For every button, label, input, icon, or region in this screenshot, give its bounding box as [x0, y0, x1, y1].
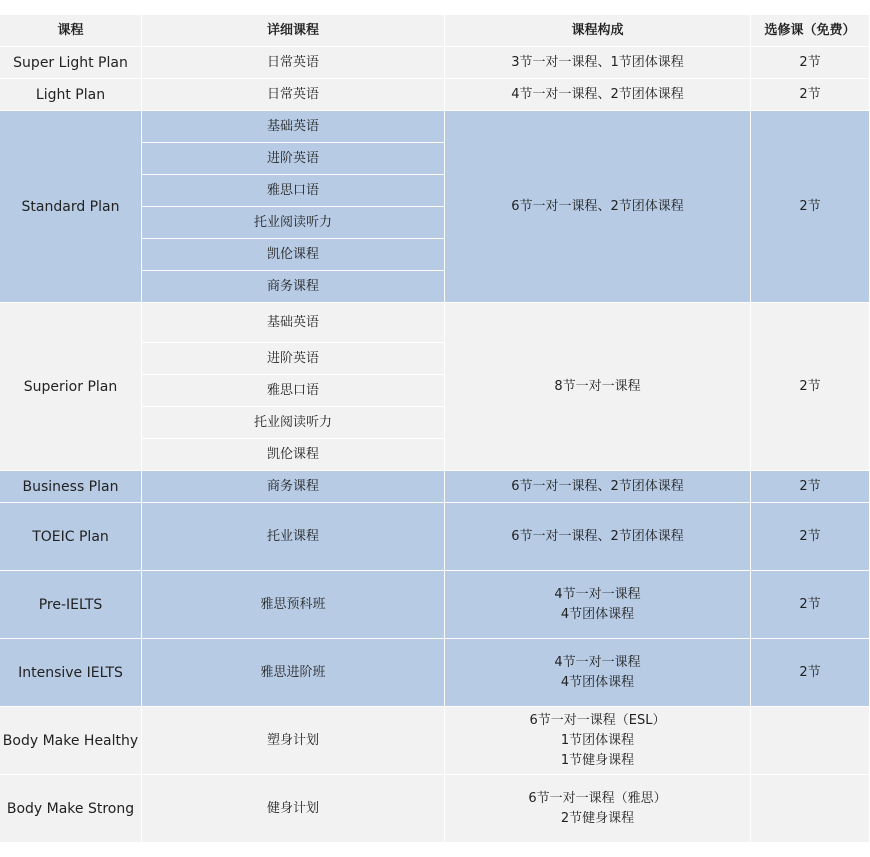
- plan-name-cell: Business Plan: [0, 471, 142, 503]
- elective-cell: 2节: [751, 471, 870, 503]
- detail-course-cell: 基础英语: [142, 111, 445, 143]
- composition-cell: 8节一对一课程: [445, 303, 751, 471]
- elective-cell: 2节: [751, 503, 870, 571]
- plan-name-cell: Standard Plan: [0, 111, 142, 303]
- composition-cell: 3节一对一课程、1节团体课程: [445, 47, 751, 79]
- plan-name-cell: Body Make Healthy: [0, 707, 142, 775]
- composition-cell: 6节一对一课程、2节团体课程: [445, 471, 751, 503]
- detail-course-cell: 基础英语: [142, 303, 445, 343]
- elective-cell: [751, 707, 870, 775]
- elective-cell: 2节: [751, 47, 870, 79]
- elective-cell: [751, 775, 870, 843]
- elective-cell: 2节: [751, 79, 870, 111]
- composition-cell: 4节一对一课程 4节团体课程: [445, 639, 751, 707]
- detail-course-cell: 雅思口语: [142, 375, 445, 407]
- detail-course-cell: 商务课程: [142, 271, 445, 303]
- detail-course-cell: 商务课程: [142, 471, 445, 503]
- composition-cell: 4节一对一课程 4节团体课程: [445, 571, 751, 639]
- header-cell: 课程构成: [445, 15, 751, 47]
- detail-course-cell: 日常英语: [142, 79, 445, 111]
- composition-cell: 6节一对一课程、2节团体课程: [445, 503, 751, 571]
- elective-cell: 2节: [751, 639, 870, 707]
- detail-course-cell: 托业课程: [142, 503, 445, 571]
- detail-course-cell: 塑身计划: [142, 707, 445, 775]
- detail-course-cell: 托业阅读听力: [142, 407, 445, 439]
- elective-cell: 2节: [751, 571, 870, 639]
- detail-course-cell: 日常英语: [142, 47, 445, 79]
- plan-name-cell: TOEIC Plan: [0, 503, 142, 571]
- detail-course-cell: 进阶英语: [142, 143, 445, 175]
- plan-name-cell: Superior Plan: [0, 303, 142, 471]
- header-cell: 详细课程: [142, 15, 445, 47]
- detail-course-cell: 托业阅读听力: [142, 207, 445, 239]
- detail-course-cell: 雅思口语: [142, 175, 445, 207]
- plan-name-cell: Body Make Strong: [0, 775, 142, 843]
- elective-cell: 2节: [751, 111, 870, 303]
- composition-cell: 4节一对一课程、2节团体课程: [445, 79, 751, 111]
- composition-cell: 6节一对一课程、2节团体课程: [445, 111, 751, 303]
- header-cell: 课程: [0, 15, 142, 47]
- plan-name-cell: Super Light Plan: [0, 47, 142, 79]
- detail-course-cell: 雅思预科班: [142, 571, 445, 639]
- detail-course-cell: 凯伦课程: [142, 239, 445, 271]
- plan-name-cell: Intensive IELTS: [0, 639, 142, 707]
- plan-name-cell: Light Plan: [0, 79, 142, 111]
- detail-course-cell: 凯伦课程: [142, 439, 445, 471]
- header-cell: 选修课（免费）: [751, 15, 870, 47]
- elective-cell: 2节: [751, 303, 870, 471]
- detail-course-cell: 健身计划: [142, 775, 445, 843]
- plan-name-cell: Pre-IELTS: [0, 571, 142, 639]
- detail-course-cell: 进阶英语: [142, 343, 445, 375]
- detail-course-cell: 雅思进阶班: [142, 639, 445, 707]
- composition-cell: 6节一对一课程（雅思） 2节健身课程: [445, 775, 751, 843]
- composition-cell: 6节一对一课程（ESL） 1节团体课程 1节健身课程: [445, 707, 751, 775]
